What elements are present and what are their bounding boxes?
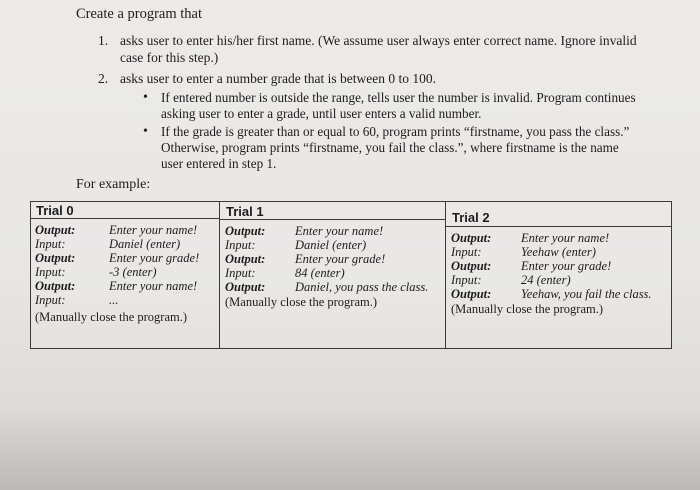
trial-1-row <box>225 238 367 253</box>
trial-1-row <box>225 224 384 239</box>
trial-0-row <box>35 223 198 238</box>
row-value: Yeehaw (enter) <box>521 245 596 259</box>
paper-shadow <box>0 400 700 490</box>
column-divider <box>219 202 220 348</box>
row-label: Output: <box>35 251 76 265</box>
row-value: Enter your grade! <box>109 251 200 265</box>
header-divider <box>445 226 671 227</box>
trial-0-title: Trial 0 <box>36 203 74 218</box>
step-number: 2. <box>98 71 109 86</box>
header-divider <box>31 218 219 219</box>
bullet-text-line: If the grade is greater than or equal to 60, program prints “firstname, you pass the class.” <box>161 124 630 139</box>
column-divider <box>445 202 446 348</box>
page-heading: Create a program that <box>76 6 203 22</box>
row-label: Input: <box>225 238 256 252</box>
trial-1-close-note: (Manually close the program.) <box>225 295 378 309</box>
row-value: Enter your grade! <box>521 259 612 273</box>
trial-0-row <box>35 251 200 266</box>
row-value: ... <box>109 293 119 307</box>
trial-1-row <box>225 280 429 295</box>
trial-2-row <box>451 273 571 288</box>
row-value: Enter your name! <box>295 224 384 238</box>
bullet-text-line: user entered in step 1. <box>161 156 277 171</box>
bullet-dot: • <box>143 124 148 139</box>
step-text-line: case for this step.) <box>120 50 219 65</box>
row-label: Output: <box>451 259 492 273</box>
row-value: 24 (enter) <box>521 273 571 287</box>
row-value: Enter your grade! <box>295 252 386 266</box>
row-value: Yeehaw, you fail the class. <box>521 287 652 301</box>
trial-2-title: Trial 2 <box>452 210 490 225</box>
row-value: Enter your name! <box>109 223 198 237</box>
bullet-dot: • <box>143 90 148 105</box>
bullet-text-line: Otherwise, program prints “firstname, you fail the class.”, where firstname is the name <box>161 140 619 155</box>
row-label: Output: <box>35 279 76 293</box>
trial-1-row <box>225 252 386 267</box>
step-text-line: asks user to enter a number grade that is between 0 to 100. <box>120 71 437 86</box>
row-value: -3 (enter) <box>109 265 157 279</box>
bullet-2 <box>143 124 663 174</box>
row-value: Enter your name! <box>521 231 610 245</box>
row-label: Output: <box>225 224 266 238</box>
row-label: Input: <box>225 266 256 280</box>
trial-1-row <box>225 266 345 281</box>
trial-0-row <box>35 237 181 252</box>
example-label: For example: <box>76 177 151 192</box>
step-1 <box>98 32 658 66</box>
row-value: Daniel, you pass the class. <box>295 280 429 294</box>
trials-table <box>30 201 672 349</box>
row-label: Input: <box>35 293 66 307</box>
step-number: 1. <box>98 33 109 48</box>
trial-1-title: Trial 1 <box>226 204 264 219</box>
step-text-line: asks user to enter his/her first name. (We assume user always enter correct name. Ignore invalid <box>120 33 637 48</box>
row-value: Daniel (enter) <box>109 237 181 251</box>
trial-2-row <box>451 245 596 260</box>
row-label: Output: <box>225 280 266 294</box>
row-value: 84 (enter) <box>295 266 345 280</box>
trial-0-close-note: (Manually close the program.) <box>35 310 188 324</box>
trial-2-close-note: (Manually close the program.) <box>451 302 604 316</box>
bullet-1 <box>143 90 663 124</box>
row-label: Output: <box>451 231 492 245</box>
row-label: Input: <box>451 273 482 287</box>
trial-0-row <box>35 279 198 294</box>
bullet-text-line: If entered number is outside the range, tells user the number is invalid. Program continues <box>161 90 636 105</box>
row-label: Output: <box>35 223 76 237</box>
trial-2-row <box>451 231 610 246</box>
row-label: Input: <box>35 265 66 279</box>
row-value: Daniel (enter) <box>295 238 367 252</box>
trial-2-row <box>451 287 652 302</box>
bullet-text-line: asking user to enter a grade, until user enters a valid number. <box>161 106 482 121</box>
row-value: Enter your name! <box>109 279 198 293</box>
row-label: Input: <box>451 245 482 259</box>
trial-0-row <box>35 293 119 308</box>
trial-2-row <box>451 259 612 274</box>
row-label: Output: <box>451 287 492 301</box>
row-label: Input: <box>35 237 66 251</box>
trial-0-row <box>35 265 157 280</box>
row-label: Output: <box>225 252 266 266</box>
step-2 <box>98 70 658 88</box>
header-divider <box>219 219 445 220</box>
